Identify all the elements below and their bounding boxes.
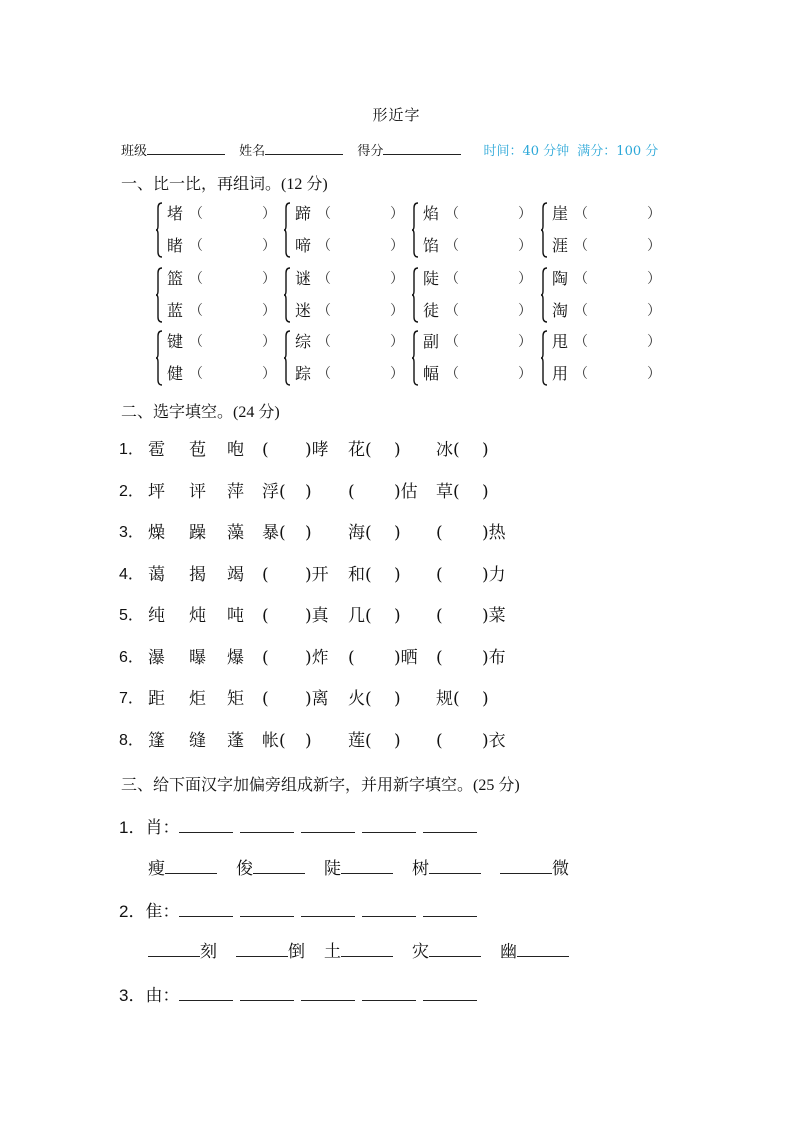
char-row xyxy=(552,200,670,228)
fill-blank[interactable]: ( xyxy=(262,689,269,709)
answer-blank[interactable] xyxy=(301,984,355,1001)
base-char: 陡 xyxy=(423,269,440,288)
fill-blank[interactable]: )炸 xyxy=(305,647,329,668)
base-char: 隹： xyxy=(145,902,180,922)
fill-blank[interactable]: ( xyxy=(436,606,443,626)
fill-blank[interactable]: ( xyxy=(262,606,269,626)
paren-close: ） xyxy=(262,303,276,319)
fill-word-blank[interactable] xyxy=(429,940,481,957)
brace-icon xyxy=(541,202,547,258)
fill-blank[interactable]: ) xyxy=(394,689,401,709)
base-char: 由： xyxy=(145,986,180,1006)
fill-blank[interactable]: 几( xyxy=(348,606,372,626)
paren-close: ） xyxy=(647,334,661,350)
base-char: 蹄 xyxy=(295,204,312,223)
paren-open: （ xyxy=(189,334,203,350)
option-char: 曝 xyxy=(189,647,206,668)
class-blank[interactable] xyxy=(147,142,225,155)
paren-close: ） xyxy=(262,271,276,287)
char-row xyxy=(552,297,670,325)
paren-open: （ xyxy=(317,206,331,222)
paren-close: ） xyxy=(390,366,404,382)
question-number: 2． xyxy=(119,902,146,921)
char-row xyxy=(295,232,413,260)
fill-blank[interactable]: ) xyxy=(394,564,401,585)
fill-blank[interactable]: 火( xyxy=(348,689,372,709)
char-row xyxy=(295,328,413,356)
fill-word-char: 俊 xyxy=(236,859,253,879)
char-pair xyxy=(547,265,667,325)
base-char: 睹 xyxy=(167,236,184,255)
fill-blank[interactable]: ) xyxy=(394,523,401,543)
fill-blank[interactable]: 冰( xyxy=(436,440,460,460)
question-number: 4． xyxy=(119,565,144,583)
base-char: 徒 xyxy=(423,301,440,320)
char-row xyxy=(423,265,541,293)
fill-question xyxy=(119,728,519,754)
part1-heading: 一、比一比，再组词。(12 分) xyxy=(121,174,328,193)
brace-icon xyxy=(156,202,162,258)
fill-blank[interactable]: ) xyxy=(305,730,312,751)
student-info-row xyxy=(121,140,658,159)
fill-blank[interactable]: 草( xyxy=(436,481,460,502)
option-char: 苞 xyxy=(189,440,206,460)
fill-word xyxy=(324,859,393,879)
fill-word-blank[interactable] xyxy=(148,940,200,957)
fill-word-blank[interactable] xyxy=(500,857,552,874)
char-pair xyxy=(547,200,667,260)
char-row xyxy=(552,360,670,388)
fill-blank[interactable]: 海( xyxy=(348,523,372,543)
paren-close: ） xyxy=(518,238,532,254)
paren-open: （ xyxy=(574,366,588,382)
paren-close: ） xyxy=(647,206,661,222)
option-char: 距 xyxy=(148,689,165,709)
fill-blank[interactable]: ) xyxy=(394,730,401,751)
paren-open: （ xyxy=(189,206,203,222)
name-label: 姓名 xyxy=(239,144,266,159)
option-char: 雹 xyxy=(148,440,165,460)
option-char: 炬 xyxy=(189,689,206,709)
part3-heading: 三、给下面汉字加偏旁组成新字，并用新字填空。(25 分) xyxy=(121,775,520,794)
answer-blank[interactable] xyxy=(179,984,233,1001)
base-char: 肖： xyxy=(145,818,180,838)
paren-open: （ xyxy=(317,271,331,287)
base-char: 副 xyxy=(423,332,440,351)
base-char: 焰 xyxy=(423,204,440,223)
page-title: 形近字 xyxy=(372,106,421,124)
fill-word-blank[interactable] xyxy=(341,857,393,874)
name-blank[interactable] xyxy=(265,142,343,155)
fill-word-char: 瘦 xyxy=(148,859,165,879)
base-char: 涯 xyxy=(552,236,569,255)
char-row xyxy=(552,232,670,260)
question-number: 8． xyxy=(119,731,144,749)
fill-word-blank[interactable] xyxy=(429,857,481,874)
fill-blank[interactable]: )真 xyxy=(305,606,329,626)
char-pair xyxy=(162,200,282,260)
option-char: 吨 xyxy=(227,606,244,626)
option-char: 炖 xyxy=(189,606,206,626)
paren-open: （ xyxy=(574,334,588,350)
fill-blank[interactable]: )热 xyxy=(482,523,506,543)
char-pair xyxy=(290,265,410,325)
base-char: 用 xyxy=(552,364,569,383)
fill-blank[interactable]: ) xyxy=(482,481,489,502)
full-score-label: 满分：100 分 xyxy=(577,144,659,159)
fill-word-char: 灾 xyxy=(412,942,429,962)
char-row xyxy=(167,328,285,356)
fill-word xyxy=(412,942,481,962)
brace-icon xyxy=(284,202,290,258)
char-row xyxy=(423,297,541,325)
base-char: 陶 xyxy=(552,269,569,288)
paren-close: ） xyxy=(647,366,661,382)
fill-word-char: 幽 xyxy=(500,942,517,962)
paren-open: （ xyxy=(445,238,459,254)
char-row xyxy=(167,232,285,260)
answer-blank[interactable] xyxy=(301,900,355,917)
option-char: 蔼 xyxy=(148,564,165,585)
fill-word-char: 陡 xyxy=(324,859,341,879)
base-char: 幅 xyxy=(423,364,440,383)
fill-blank[interactable]: ) xyxy=(394,440,401,460)
question-number: 6． xyxy=(119,648,144,666)
option-char: 瀑 xyxy=(148,647,165,668)
brace-icon xyxy=(541,267,547,323)
char-row xyxy=(423,200,541,228)
fill-blank[interactable]: ( xyxy=(348,481,355,502)
question-number: 7． xyxy=(119,690,144,707)
fill-word-blank[interactable] xyxy=(341,940,393,957)
fill-word-char: 微 xyxy=(552,859,569,879)
option-char: 蓬 xyxy=(227,730,244,751)
question-number: 1． xyxy=(119,441,144,458)
paren-close: ） xyxy=(262,366,276,382)
base-char: 馅 xyxy=(423,236,440,255)
answer-blank[interactable] xyxy=(362,900,416,917)
char-row xyxy=(423,360,541,388)
paren-open: （ xyxy=(189,303,203,319)
answer-blank[interactable] xyxy=(362,984,416,1001)
brace-icon xyxy=(156,330,162,386)
fill-blank[interactable]: 和( xyxy=(348,564,372,585)
answer-blank[interactable] xyxy=(423,816,477,833)
base-char: 健 xyxy=(167,364,184,383)
char-pair xyxy=(162,265,282,325)
brace-icon xyxy=(541,330,547,386)
char-pair xyxy=(418,200,538,260)
paren-open: （ xyxy=(189,271,203,287)
option-char: 咆 xyxy=(227,440,244,460)
base-char: 谜 xyxy=(295,269,312,288)
char-pair xyxy=(290,328,410,388)
fill-blank[interactable]: ) xyxy=(482,440,489,460)
base-char: 篮 xyxy=(167,269,184,288)
question-number: 2． xyxy=(119,482,144,500)
option-char: 缝 xyxy=(189,730,206,751)
fill-question xyxy=(119,645,519,671)
paren-close: ） xyxy=(518,206,532,222)
paren-close: ） xyxy=(647,303,661,319)
base-char: 堵 xyxy=(167,204,184,223)
option-char: 爆 xyxy=(227,647,244,668)
fill-blank[interactable]: )力 xyxy=(482,564,506,585)
score-blank[interactable] xyxy=(383,142,461,155)
base-char: 崖 xyxy=(552,204,569,223)
paren-close: ） xyxy=(390,334,404,350)
answer-blank[interactable] xyxy=(240,984,294,1001)
brace-icon xyxy=(156,267,162,323)
char-row xyxy=(167,360,285,388)
fill-blank[interactable]: ) xyxy=(394,606,401,626)
base-char: 键 xyxy=(167,332,184,351)
fill-word-blank[interactable] xyxy=(236,940,288,957)
answer-blank[interactable] xyxy=(179,816,233,833)
fill-question xyxy=(119,520,519,546)
paren-open: （ xyxy=(574,271,588,287)
paren-close: ） xyxy=(390,206,404,222)
paren-open: （ xyxy=(445,206,459,222)
fill-word xyxy=(236,942,305,962)
char-pair xyxy=(162,328,282,388)
base-char: 迷 xyxy=(295,301,312,320)
brace-icon xyxy=(412,330,418,386)
fill-blank[interactable]: ( xyxy=(348,647,355,668)
base-char: 淘 xyxy=(552,301,569,320)
fill-blank[interactable]: 浮( xyxy=(262,481,286,502)
fill-blank[interactable]: ( xyxy=(436,564,443,585)
brace-icon xyxy=(412,202,418,258)
paren-close: ） xyxy=(647,238,661,254)
question-number: 3． xyxy=(119,524,144,541)
paren-open: （ xyxy=(317,238,331,254)
option-char: 坪 xyxy=(148,481,165,502)
fill-blank[interactable]: 暴( xyxy=(262,523,286,543)
option-char: 藻 xyxy=(227,523,244,543)
option-char: 纯 xyxy=(148,606,165,626)
fill-blank[interactable]: )开 xyxy=(305,564,329,585)
base-char: 综 xyxy=(295,332,312,351)
paren-open: （ xyxy=(574,303,588,319)
fill-word xyxy=(236,859,305,879)
fill-blank[interactable]: )菜 xyxy=(482,606,506,626)
fill-word-char: 土 xyxy=(324,942,341,962)
score-label: 得分 xyxy=(357,144,384,159)
fill-word xyxy=(148,942,217,962)
fill-blank[interactable]: )布 xyxy=(482,647,506,668)
paren-open: （ xyxy=(445,271,459,287)
paren-close: ） xyxy=(262,238,276,254)
fill-blank[interactable]: ) xyxy=(305,481,312,502)
fill-blank[interactable]: )估 xyxy=(394,481,418,502)
answer-blank[interactable] xyxy=(301,816,355,833)
option-char: 揭 xyxy=(189,564,206,585)
option-char: 竭 xyxy=(227,564,244,585)
char-row xyxy=(167,200,285,228)
char-pair xyxy=(418,265,538,325)
paren-close: ） xyxy=(390,271,404,287)
answer-blank[interactable] xyxy=(240,816,294,833)
paren-open: （ xyxy=(189,238,203,254)
char-pair xyxy=(418,328,538,388)
fill-blank[interactable]: ( xyxy=(262,647,269,668)
paren-close: ） xyxy=(518,334,532,350)
brace-icon xyxy=(412,267,418,323)
fill-blank[interactable]: )离 xyxy=(305,689,329,709)
paren-open: （ xyxy=(317,366,331,382)
char-pair xyxy=(547,328,667,388)
fill-question xyxy=(119,562,519,588)
base-char: 蓝 xyxy=(167,301,184,320)
char-row xyxy=(167,297,285,325)
paren-open: （ xyxy=(445,366,459,382)
char-row xyxy=(552,328,670,356)
char-row xyxy=(295,297,413,325)
char-row xyxy=(295,265,413,293)
fill-word xyxy=(500,859,569,879)
fill-question xyxy=(119,603,519,629)
fill-word xyxy=(324,942,393,962)
time-label: 时间：40 分钟 xyxy=(483,144,570,159)
radical-question xyxy=(119,816,484,840)
char-row xyxy=(167,265,285,293)
fill-blank[interactable]: )哮 xyxy=(305,440,329,460)
char-row xyxy=(295,360,413,388)
fill-word xyxy=(500,942,569,962)
paren-open: （ xyxy=(189,366,203,382)
answer-blank[interactable] xyxy=(423,900,477,917)
base-char: 啼 xyxy=(295,236,312,255)
radical-question xyxy=(119,984,484,1008)
base-char: 踪 xyxy=(295,364,312,383)
option-char: 篷 xyxy=(148,730,165,751)
fill-question xyxy=(119,479,519,505)
fill-blank[interactable]: ( xyxy=(436,647,443,668)
fill-word xyxy=(412,859,481,879)
paren-close: ） xyxy=(390,238,404,254)
paren-close: ） xyxy=(262,334,276,350)
answer-blank[interactable] xyxy=(423,984,477,1001)
fill-word-line xyxy=(148,940,588,964)
answer-blank[interactable] xyxy=(240,900,294,917)
fill-blank[interactable]: ( xyxy=(262,440,269,460)
paren-close: ） xyxy=(518,271,532,287)
fill-blank[interactable]: 莲( xyxy=(348,730,372,751)
fill-word-line xyxy=(148,857,588,881)
fill-question xyxy=(119,437,519,463)
part2-heading: 二、选字填空。(24 分) xyxy=(121,402,280,421)
char-row xyxy=(423,232,541,260)
brace-icon xyxy=(284,267,290,323)
fill-blank[interactable]: )晒 xyxy=(394,647,418,668)
paren-open: （ xyxy=(574,206,588,222)
fill-blank[interactable]: 帐( xyxy=(262,730,286,751)
option-char: 萍 xyxy=(227,481,244,502)
fill-blank[interactable]: ) xyxy=(305,523,312,543)
paren-open: （ xyxy=(574,238,588,254)
paren-open: （ xyxy=(317,303,331,319)
class-label: 班级 xyxy=(121,144,148,159)
paren-close: ） xyxy=(647,271,661,287)
question-number: 1． xyxy=(119,818,146,837)
paren-open: （ xyxy=(445,303,459,319)
fill-word xyxy=(148,859,217,879)
brace-icon xyxy=(284,330,290,386)
fill-blank[interactable]: 花( xyxy=(348,440,372,460)
char-pair xyxy=(290,200,410,260)
paren-close: ） xyxy=(390,303,404,319)
question-number: 5． xyxy=(119,607,144,624)
fill-blank[interactable]: ( xyxy=(262,564,269,585)
char-row xyxy=(552,265,670,293)
fill-blank[interactable]: ) xyxy=(482,689,489,709)
fill-blank[interactable]: ( xyxy=(436,523,443,543)
paren-close: ） xyxy=(518,366,532,382)
option-char: 评 xyxy=(189,481,206,502)
paren-open: （ xyxy=(317,334,331,350)
option-char: 矩 xyxy=(227,689,244,709)
fill-word-char: 刻 xyxy=(200,942,217,962)
char-row xyxy=(423,328,541,356)
option-char: 燥 xyxy=(148,523,165,543)
option-char: 躁 xyxy=(189,523,206,543)
fill-word-blank[interactable] xyxy=(517,940,569,957)
fill-word-blank[interactable] xyxy=(165,857,217,874)
answer-blank[interactable] xyxy=(362,816,416,833)
question-number: 3． xyxy=(119,986,146,1005)
paren-close: ） xyxy=(518,303,532,319)
radical-question xyxy=(119,900,484,924)
fill-blank[interactable]: )衣 xyxy=(482,730,506,751)
fill-word-char: 倒 xyxy=(288,942,305,962)
fill-question xyxy=(119,686,519,712)
fill-word-blank[interactable] xyxy=(253,857,305,874)
fill-word-char: 树 xyxy=(412,859,429,879)
paren-open: （ xyxy=(445,334,459,350)
base-char: 甩 xyxy=(552,332,569,351)
fill-blank[interactable]: 规( xyxy=(436,689,460,709)
fill-blank[interactable]: ( xyxy=(436,730,443,751)
paren-close: ） xyxy=(262,206,276,222)
char-row xyxy=(295,200,413,228)
answer-blank[interactable] xyxy=(179,900,233,917)
